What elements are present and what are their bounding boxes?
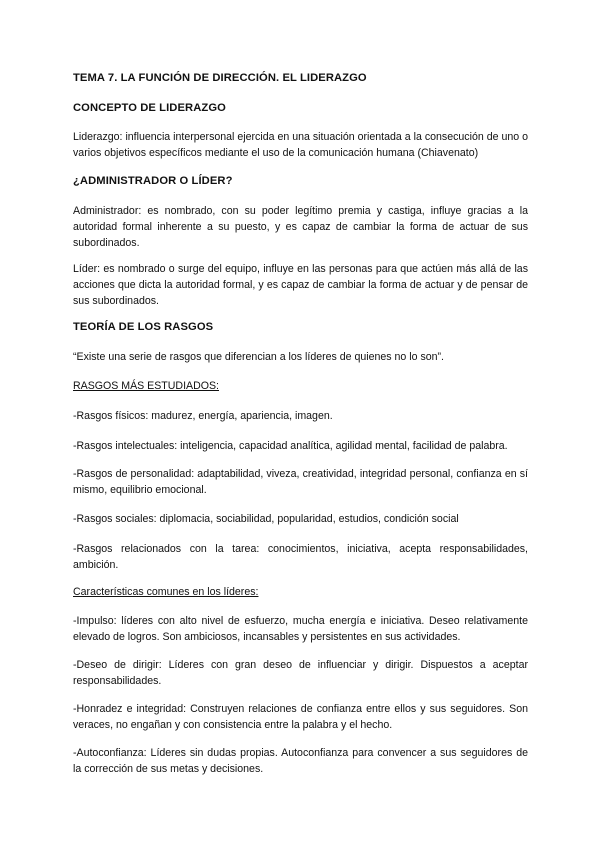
caracteristica-item: -Deseo de dirigir: Líderes con gran deseo de influenciar y dirigir. Dispuestos a aceptar responsabilidades. — [73, 659, 528, 687]
rasgo-item: -Rasgos de personalidad: adaptabilidad, viveza, creatividad, integridad personal, confianza en sí mismo, equilibrio emocional. — [73, 468, 528, 496]
caracteristica-item: -Honradez e integridad: Construyen relaciones de confianza entre ellos y sus seguidores. Son veraces, no engañan y con consistencia entre la palabra y el hecho. — [73, 703, 528, 731]
caracteristica-item: -Autoconfianza: Líderes sin dudas propias. Autoconfianza para convencer a sus seguidores de la corrección de sus metas y decisiones. — [73, 747, 528, 775]
lider-paragraph: Líder: es nombrado o surge del equipo, influye en las personas para que actúen más allá de las acciones que dicta la autoridad formal, y es capaz de cambiar la forma de actuar y de pensar de sus subordinados. — [73, 263, 528, 307]
concepto-paragraph: Liderazgo: influencia interpersonal ejercida en una situación orientada a la consecución de uno o varios objetivos específicos mediante el uso de la comunicación humana (Chiavenato) — [73, 131, 528, 159]
administrador-paragraph: Administrador: es nombrado, con su poder legítimo premia y castiga, influye gracias a la autoridad formal inherente a su puesto, y es capaz de cambiar la forma de actuar de sus subordinados. — [73, 205, 528, 249]
rasgo-item: -Rasgos relacionados con la tarea: conocimientos, iniciativa, acepta responsabilidades, ambición. — [73, 543, 528, 571]
rasgo-item: -Rasgos físicos: madurez, energía, apariencia, imagen. — [73, 410, 333, 422]
rasgos-heading: TEORÍA DE LOS RASGOS — [73, 321, 214, 333]
rasgos-subheading: RASGOS MÁS ESTUDIADOS: — [73, 380, 219, 392]
rasgo-item: -Rasgos intelectuales: inteligencia, capacidad analítica, agilidad mental, facilidad de palabra. — [73, 440, 508, 452]
caracteristicas-heading: Características comunes en los líderes: — [73, 586, 259, 598]
concepto-heading: CONCEPTO DE LIDERAZGO — [73, 102, 226, 114]
rasgo-item: -Rasgos sociales: diplomacia, sociabilidad, popularidad, estudios, condición social — [73, 513, 459, 525]
rasgos-quote: “Existe una serie de rasgos que diferencian a los líderes de quienes no lo son”. — [73, 351, 445, 363]
document-title: TEMA 7. LA FUNCIÓN DE DIRECCIÓN. EL LIDERAZGO — [73, 72, 367, 84]
administrador-lider-heading: ¿ADMINISTRADOR O LÍDER? — [73, 175, 233, 187]
caracteristica-item: -Impulso: líderes con alto nivel de esfuerzo, mucha energía e iniciativa. Deseo relativamente elevado de logros. Son ambiciosos, incansables y persistentes en sus actividades. — [73, 615, 528, 643]
